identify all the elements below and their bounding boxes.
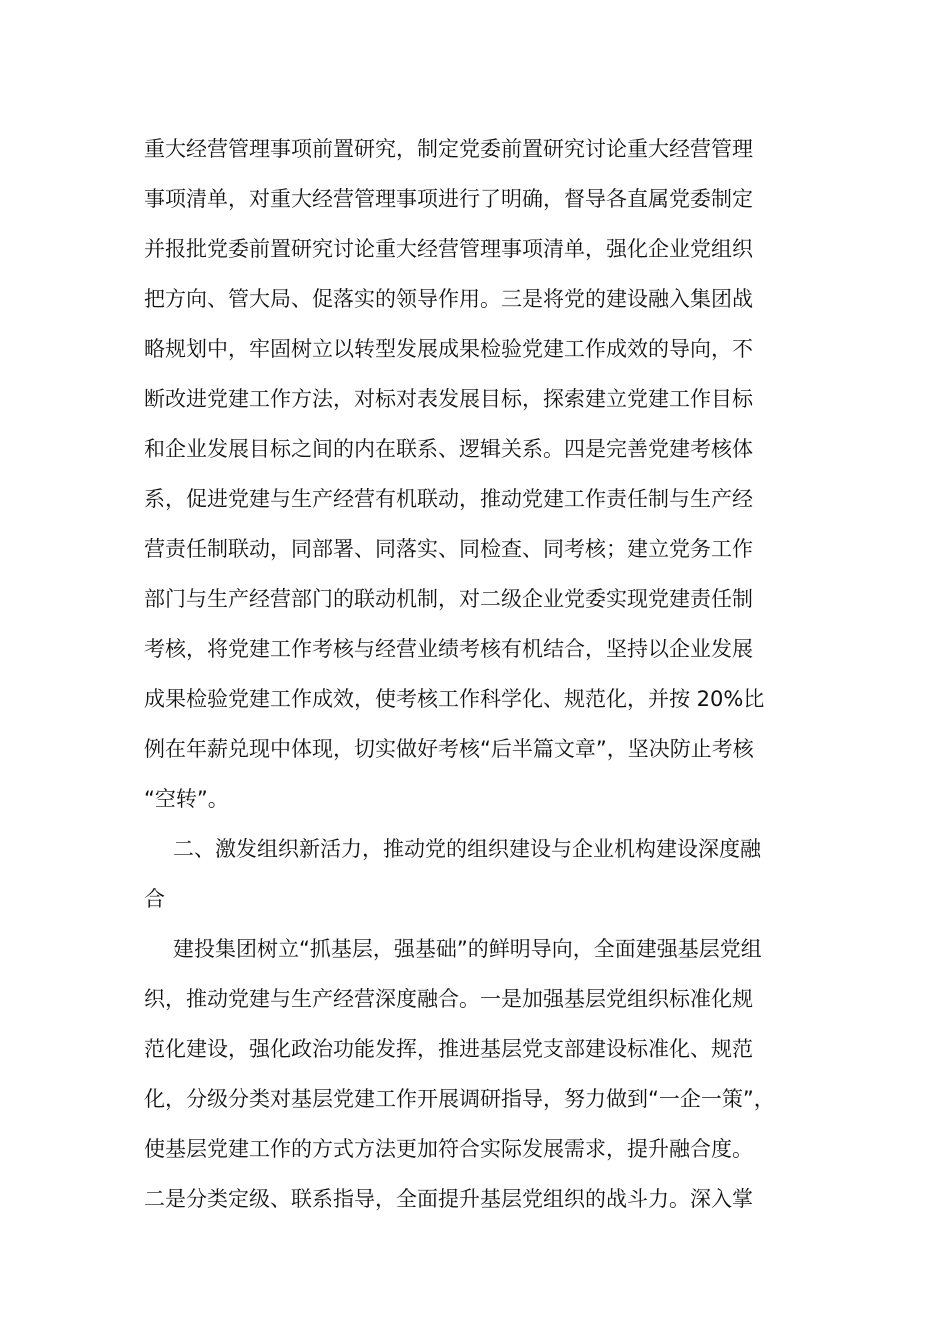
text-line: 系，促进党建与生产经营有机联动，推动党建工作责任制与生产经 xyxy=(144,487,753,511)
text-line: 断改进党建工作方法，对标对表发展目标，探索建立党建工作目标 xyxy=(144,387,753,411)
text-line: 二是分类定级、联系指导，全面提升基层党组织的战斗力。深入掌 xyxy=(144,1187,753,1211)
text-line: 织，推动党建与生产经营深度融合。一是加强基层党组织标准化规 xyxy=(144,987,753,1011)
text-line: 成果检验党建工作成效，使考核工作科学化、规范化，并按 20%比 xyxy=(144,687,765,711)
text-line: 范化建设，强化政治功能发挥，推进基层党支部建设标准化、规范 xyxy=(144,1037,753,1061)
text-line: 部门与生产经营部门的联动机制，对二级企业党委实现党建责任制 xyxy=(144,587,753,611)
section-heading: 二、激发组织新活力，推动党的组织建设与企业机构建设深度融 xyxy=(173,837,761,861)
text-line: 重大经营管理事项前置研究，制定党委前置研究讨论重大经营管理 xyxy=(144,137,753,161)
text-line: 略规划中，牢固树立以转型发展成果检验党建工作成效的导向，不 xyxy=(144,337,753,361)
text-line: 考核，将党建工作考核与经营业绩考核有机结合，坚持以企业发展 xyxy=(144,637,753,661)
text-line: 使基层党建工作的方式方法更加符合实际发展需求，提升融合度。 xyxy=(144,1137,753,1161)
text-line: 建投集团树立“抓基层，强基础”的鲜明导向，全面建强基层党组 xyxy=(173,937,762,961)
text-line: 化，分级分类对基层党建工作开展调研指导，努力做到“一企一策”， xyxy=(144,1087,775,1111)
section-heading-continuation: 合 xyxy=(144,887,165,911)
text-line: 把方向、管大局、促落实的领导作用。三是将党的建设融入集团战 xyxy=(144,287,753,311)
text-line: 例在年薪兑现中体现，切实做好考核“后半篇文章”，坚决防止考核 xyxy=(144,737,754,761)
text-line: 营责任制联动，同部署、同落实、同检查、同考核；建立党务工作 xyxy=(144,537,753,561)
text-line: 并报批党委前置研究讨论重大经营管理事项清单，强化企业党组织 xyxy=(144,237,753,261)
text-line: 事项清单，对重大经营管理事项进行了明确，督导各直属党委制定 xyxy=(144,187,753,211)
text-line: “空转”。 xyxy=(144,787,229,811)
text-line: 和企业发展目标之间的内在联系、逻辑关系。四是完善党建考核体 xyxy=(144,437,753,461)
